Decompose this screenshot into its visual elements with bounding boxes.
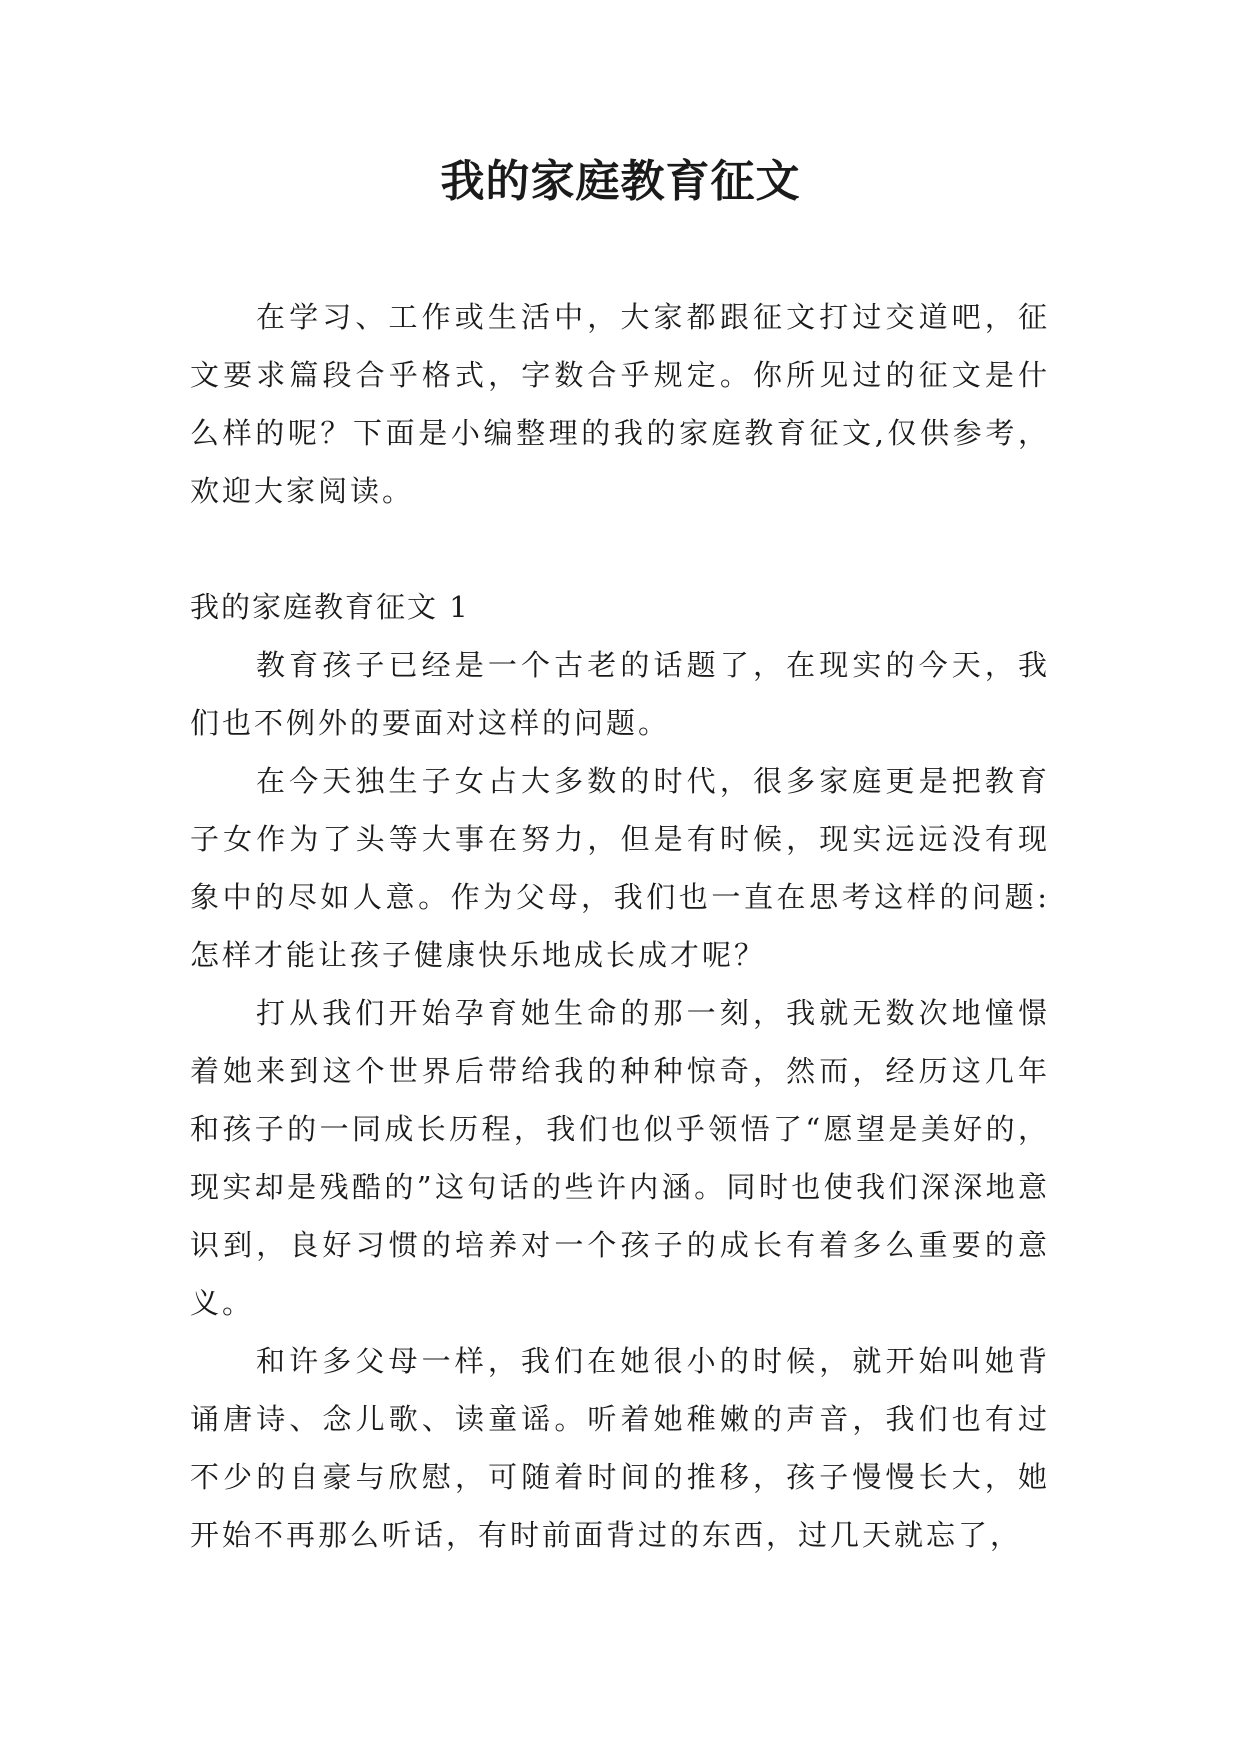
body-paragraph-1: 教育孩子已经是一个古老的话题了，在现实的今天，我们也不例外的要面对这样的问题。 <box>190 648 1050 740</box>
document-title: 我的家庭教育征文 <box>440 156 801 207</box>
intro-paragraph: 在学习、工作或生活中，大家都跟征文打过交道吧，征文要求篇段合乎格式，字数合乎规定。你所见过的征文是什么样的呢？下面是小编整理的我的家庭教育征文,仅供参考，欢迎大家阅读。 <box>190 300 1050 508</box>
body-paragraph-4: 和许多父母一样，我们在她很小的时候，就开始叫她背诵唐诗、念儿歌、读童谣。听着她稚嫩的声音，我们也有过不少的自豪与欣慰，可随着时间的推移，孩子慢慢长大，她开始不再那么听话，有时前面背过的东西，过几天就忘了， <box>190 1344 1050 1552</box>
document-body <box>190 288 1050 1564</box>
section-heading: 我的家庭教育征文 1 <box>190 590 470 624</box>
body-paragraph-2: 在今天独生子女占大多数的时代，很多家庭更是把教育子女作为了头等大事在努力，但是有时候，现实远远没有现象中的尽如人意。作为父母，我们也一直在思考这样的问题:怎样才能让孩子健康快乐地成长成才呢？ <box>190 764 1050 972</box>
body-paragraph-3: 打从我们开始孕育她生命的那一刻，我就无数次地憧憬着她来到这个世界后带给我的种种惊奇，然而，经历这几年和孩子的一同成长历程，我们也似乎领悟了“愿望是美好的，现实却是残酷的”这句话的些许内涵。同时也使我们深深地意识到，良好习惯的培养对一个孩子的成长有着多么重要的意义。 <box>190 996 1050 1320</box>
